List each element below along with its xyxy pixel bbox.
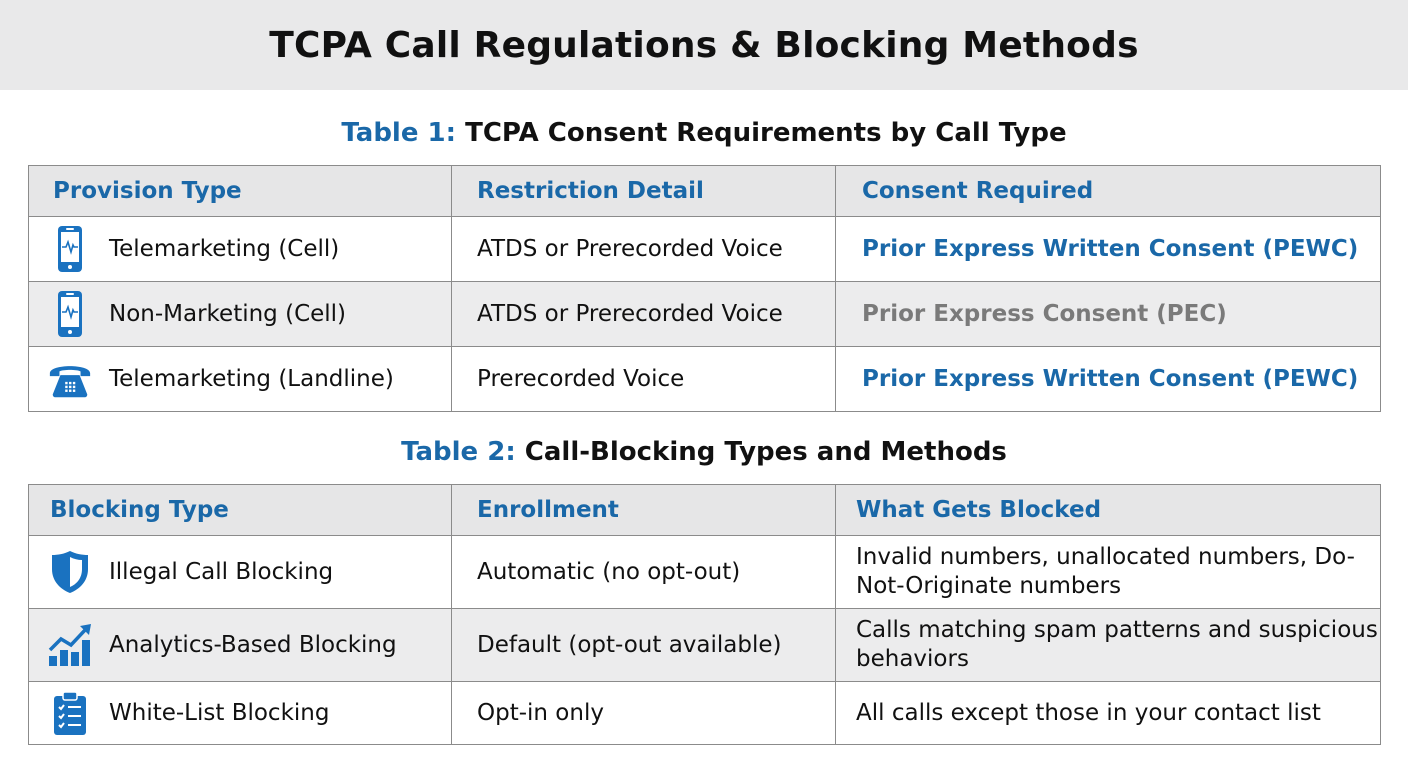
table2-caption-label: Table 2: (401, 437, 516, 467)
smartphone-heartbeat-icon (47, 291, 93, 337)
blocking-type-label: Illegal Call Blocking (109, 559, 334, 585)
table-row (29, 682, 1381, 745)
table-row (29, 282, 1381, 347)
blocking-type-label: White-List Blocking (109, 700, 330, 726)
table2-caption (0, 437, 1408, 467)
blocked-cell: Invalid numbers, unallocated numbers, Do-Not-Originate numbers (836, 536, 1381, 609)
provision-label: Telemarketing (Cell) (109, 236, 340, 262)
restriction-cell: Prerecorded Voice (452, 347, 836, 412)
provision-label: Non-Marketing (Cell) (109, 301, 347, 327)
table1-caption-text: TCPA Consent Requirements by Call Type (465, 118, 1067, 148)
consent-cell: Prior Express Written Consent (PEWC) (836, 347, 1381, 412)
table1-caption-label: Table 1: (341, 118, 457, 148)
provision-cell (29, 347, 452, 412)
blocking-type-label: Analytics-Based Blocking (109, 632, 397, 658)
shield-icon (47, 549, 93, 595)
column-header: Enrollment (452, 485, 836, 536)
blocking-type-cell (29, 536, 452, 609)
table-row (29, 609, 1381, 682)
enrollment-cell: Default (opt-out available) (452, 609, 836, 682)
smartphone-heartbeat-icon (47, 226, 93, 272)
page-title: TCPA Call Regulations & Blocking Methods (269, 24, 1139, 66)
landline-phone-icon (47, 356, 93, 402)
enrollment-cell: Opt-in only (452, 682, 836, 745)
column-header: Blocking Type (29, 485, 452, 536)
provision-cell (29, 217, 452, 282)
analytics-chart-icon (47, 622, 93, 668)
provision-cell (29, 282, 452, 347)
column-header: Provision Type (29, 166, 452, 217)
consent-requirements-table (28, 165, 1381, 412)
blocking-type-cell (29, 682, 452, 745)
call-blocking-table (28, 484, 1381, 745)
table-row (29, 217, 1381, 282)
column-header: Restriction Detail (452, 166, 836, 217)
column-header: What Gets Blocked (836, 485, 1381, 536)
blocking-type-cell (29, 609, 452, 682)
consent-cell: Prior Express Consent (PEC) (836, 282, 1381, 347)
table-header-row (29, 485, 1381, 536)
provision-label: Telemarketing (Landline) (109, 366, 394, 392)
restriction-cell: ATDS or Prerecorded Voice (452, 282, 836, 347)
column-header: Consent Required (836, 166, 1381, 217)
blocked-cell: All calls except those in your contact list (836, 682, 1381, 745)
title-banner (0, 0, 1408, 90)
table-row (29, 347, 1381, 412)
table-header-row (29, 166, 1381, 217)
enrollment-cell: Automatic (no opt-out) (452, 536, 836, 609)
blocked-cell: Calls matching spam patterns and suspicious behaviors (836, 609, 1381, 682)
consent-cell: Prior Express Written Consent (PEWC) (836, 217, 1381, 282)
table2-caption-text: Call-Blocking Types and Methods (524, 437, 1007, 467)
table1-caption (0, 118, 1408, 148)
clipboard-checklist-icon (47, 690, 93, 736)
restriction-cell: ATDS or Prerecorded Voice (452, 217, 836, 282)
table-row (29, 536, 1381, 609)
